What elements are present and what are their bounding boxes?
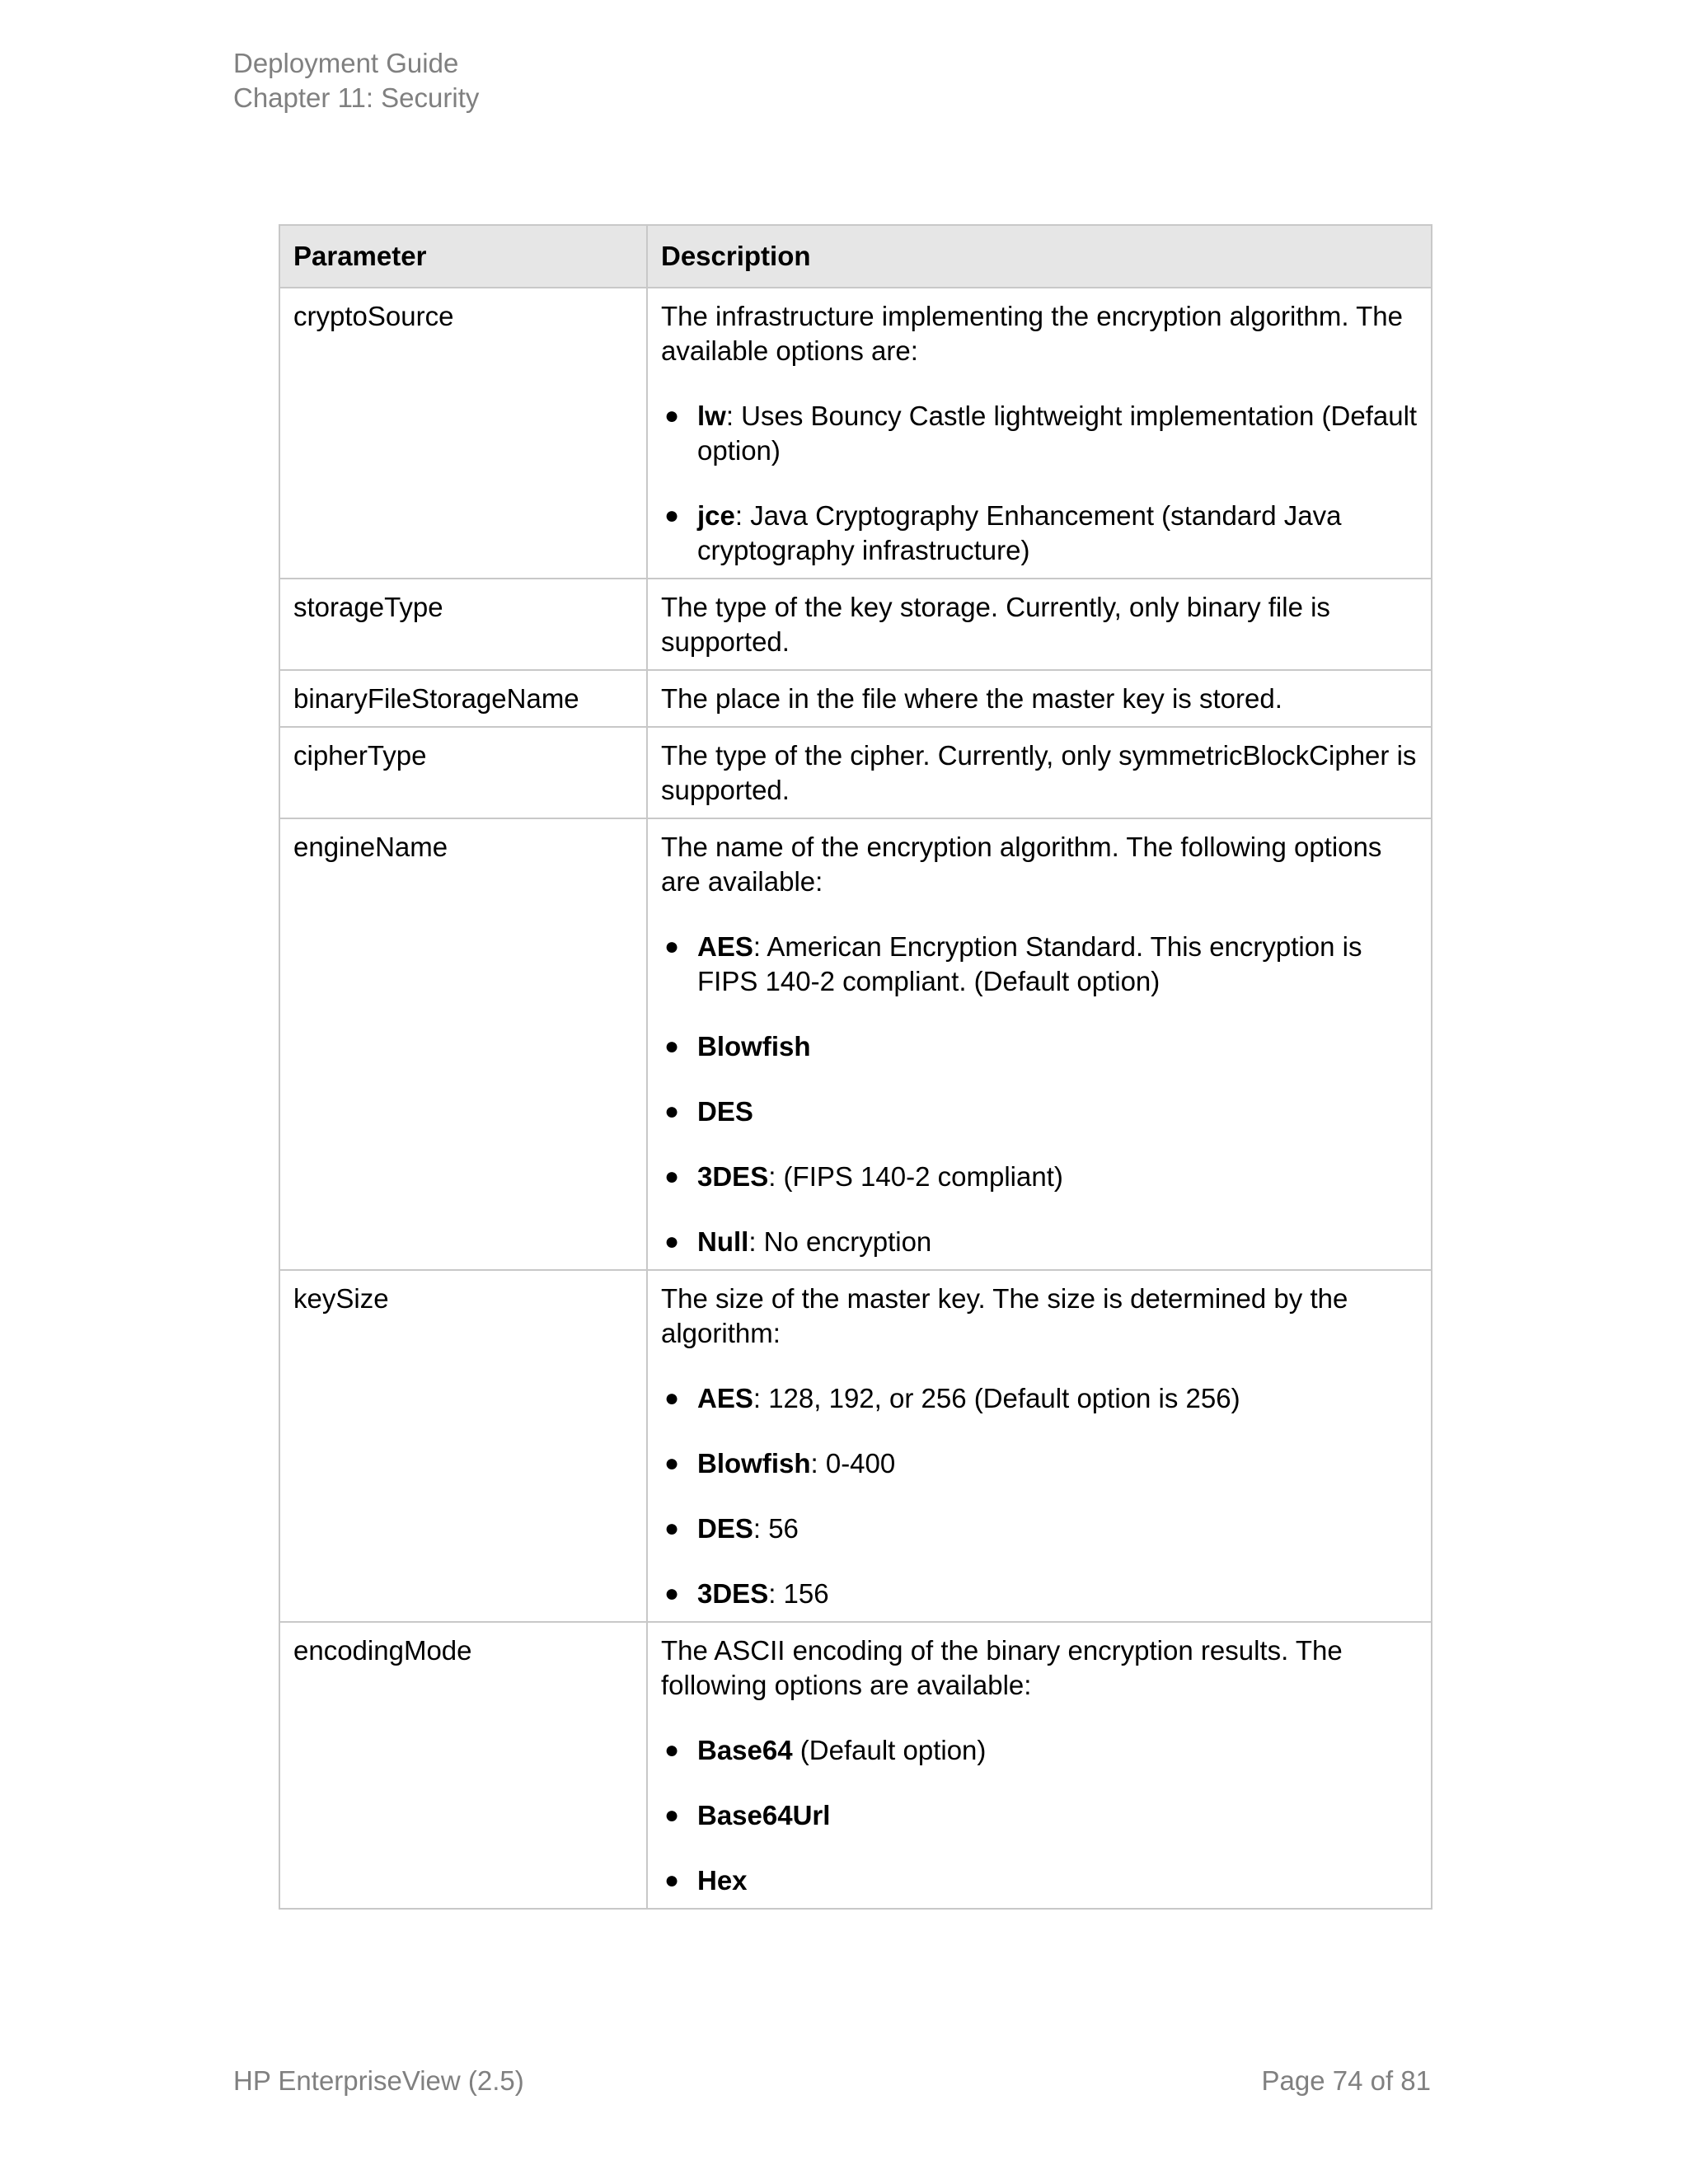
bullet-icon: ● xyxy=(664,1163,680,1190)
bullet-icon: ● xyxy=(664,402,680,429)
option-term: Blowfish xyxy=(697,1031,811,1062)
option-item xyxy=(661,1863,1419,1898)
description-cell xyxy=(647,1622,1432,1909)
running-header xyxy=(233,46,479,115)
option-item xyxy=(661,399,1419,468)
table-row xyxy=(279,1270,1432,1622)
table-row xyxy=(279,288,1432,579)
description-text: The infrastructure implementing the encryption algorithm. The available options are: xyxy=(661,301,1403,366)
column-header-description: Description xyxy=(647,225,1432,288)
option-item xyxy=(661,1160,1419,1194)
table-body xyxy=(279,288,1432,1909)
option-item xyxy=(661,499,1419,568)
option-term: Null xyxy=(697,1226,749,1257)
table-row xyxy=(279,818,1432,1270)
parameter-table xyxy=(279,224,1432,1910)
option-item xyxy=(661,1446,1419,1481)
bullet-icon: ● xyxy=(664,1033,680,1060)
option-item xyxy=(661,1381,1419,1416)
description-text: The size of the master key. The size is determined by the algorithm: xyxy=(661,1283,1348,1348)
option-text: : Uses Bouncy Castle lightweight implementation (Default option) xyxy=(697,401,1418,466)
option-text: : (FIPS 140-2 compliant) xyxy=(768,1161,1063,1192)
option-item xyxy=(661,1577,1419,1611)
description-cell xyxy=(647,670,1432,727)
parameter-cell: cipherType xyxy=(279,727,647,818)
option-term: Blowfish xyxy=(697,1448,811,1479)
description-cell xyxy=(647,818,1432,1270)
bullet-icon: ● xyxy=(664,1385,680,1412)
option-item xyxy=(661,1094,1419,1129)
description-cell xyxy=(647,288,1432,579)
option-term: lw xyxy=(697,401,726,431)
bullet-icon: ● xyxy=(664,1515,680,1542)
table-row xyxy=(279,1622,1432,1909)
parameter-cell: cryptoSource xyxy=(279,288,647,579)
option-term: 3DES xyxy=(697,1161,769,1192)
description-cell xyxy=(647,579,1432,670)
option-term: 3DES xyxy=(697,1578,769,1609)
description-text: The name of the encryption algorithm. The following options are available: xyxy=(661,832,1382,897)
bullet-icon: ● xyxy=(664,1867,680,1894)
table-header-row xyxy=(279,225,1432,288)
option-item xyxy=(661,1511,1419,1546)
footer-product: HP EnterpriseView (2.5) xyxy=(233,2065,524,2096)
option-list xyxy=(661,1381,1419,1611)
parameter-cell: storageType xyxy=(279,579,647,670)
option-text: : 0-400 xyxy=(810,1448,896,1479)
table-row xyxy=(279,579,1432,670)
option-term: DES xyxy=(697,1096,753,1127)
option-item xyxy=(661,1798,1419,1833)
bullet-icon: ● xyxy=(664,1736,680,1764)
option-text: : Java Cryptography Enhancement (standard Java cryptography infrastructure) xyxy=(697,500,1342,565)
option-text: : 156 xyxy=(768,1578,829,1609)
parameter-cell: binaryFileStorageName xyxy=(279,670,647,727)
bullet-icon: ● xyxy=(664,1228,680,1255)
column-header-parameter: Parameter xyxy=(279,225,647,288)
option-text: : 128, 192, or 256 (Default option is 256) xyxy=(753,1383,1240,1413)
option-term: AES xyxy=(697,931,753,962)
option-text: : 56 xyxy=(753,1513,799,1544)
option-item xyxy=(661,1733,1419,1768)
option-term: DES xyxy=(697,1513,753,1544)
bullet-icon: ● xyxy=(664,502,680,529)
option-text: (Default option) xyxy=(792,1735,987,1765)
option-list xyxy=(661,399,1419,568)
footer-page-number: Page 74 of 81 xyxy=(1261,2065,1431,2096)
table-row xyxy=(279,727,1432,818)
description-cell xyxy=(647,1270,1432,1622)
description-text: The place in the file where the master key is stored. xyxy=(661,683,1282,714)
option-term: jce xyxy=(697,500,735,531)
option-item xyxy=(661,930,1419,999)
option-text: : American Encryption Standard. This encryption is FIPS 140-2 compliant. (Default option) xyxy=(697,931,1362,996)
description-text: The ASCII encoding of the binary encryption results. The following options are available: xyxy=(661,1635,1343,1700)
parameter-cell: encodingMode xyxy=(279,1622,647,1909)
document-title: Deployment Guide xyxy=(233,48,459,78)
option-list xyxy=(661,1733,1419,1898)
table-row xyxy=(279,670,1432,727)
option-term: Base64 xyxy=(697,1735,793,1765)
bullet-icon: ● xyxy=(664,1802,680,1829)
description-cell xyxy=(647,727,1432,818)
option-text: : No encryption xyxy=(748,1226,932,1257)
parameter-cell: keySize xyxy=(279,1270,647,1622)
bullet-icon: ● xyxy=(664,933,680,960)
bullet-icon: ● xyxy=(664,1450,680,1477)
option-term: Base64Url xyxy=(697,1800,831,1830)
option-item xyxy=(661,1225,1419,1259)
chapter-title: Chapter 11: Security xyxy=(233,82,480,113)
option-term: Hex xyxy=(697,1865,748,1896)
option-term: AES xyxy=(697,1383,753,1413)
parameter-cell: engineName xyxy=(279,818,647,1270)
option-list xyxy=(661,930,1419,1259)
option-item xyxy=(661,1029,1419,1064)
bullet-icon: ● xyxy=(664,1098,680,1125)
description-text: The type of the cipher. Currently, only symmetricBlockCipher is supported. xyxy=(661,740,1417,805)
description-text: The type of the key storage. Currently, only binary file is supported. xyxy=(661,592,1330,657)
bullet-icon: ● xyxy=(664,1580,680,1607)
